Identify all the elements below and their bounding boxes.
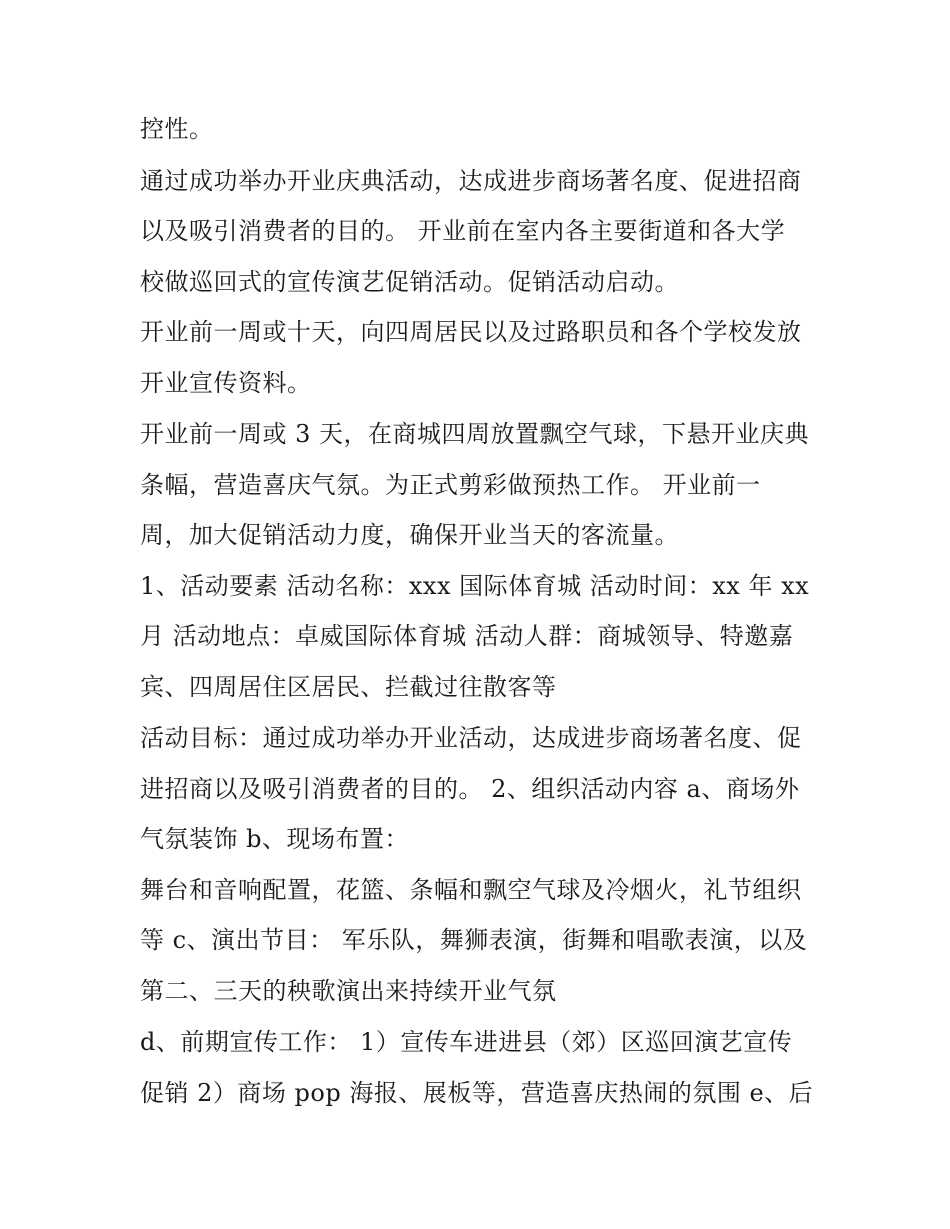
text-line: 以及吸引消费者的目的。 开业前在室内各主要街道和各大学	[140, 217, 786, 245]
text-line: 宾、四周居住区居民、拦截过往散客等	[140, 673, 557, 701]
text-line: 开业前一周或 3 天，在商城四周放置飘空气球，下悬开业庆典	[140, 420, 810, 448]
text-line: 1、活动要素 活动名称：xxx 国际体育城 活动时间：xx 年 xx	[140, 572, 810, 600]
text-line: 条幅，营造喜庆气氛。为正式剪彩做预热工作。 开业前一	[140, 471, 761, 499]
text-line: 第二、三天的秧歌演出来持续开业气氛	[140, 977, 557, 1005]
text-line: 促销 2）商场 pop 海报、展板等，营造喜庆热闹的氛围 e、后	[140, 1079, 814, 1107]
text-line: 开业前一周或十天，向四周居民以及过路职员和各个学校发放	[140, 318, 802, 346]
text-line: 校做巡回式的宣传演艺促销活动。促销活动启动。	[140, 268, 679, 296]
text-line: 周，加大促销活动力度，确保开业当天的客流量。	[140, 521, 679, 549]
text-line: 控性。	[140, 115, 214, 143]
text-line: d、前期宣传工作： 1）宣传车进进县（郊）区巡回演艺宣传	[140, 1028, 793, 1056]
text-line: 舞台和音响配置，花篮、条幅和飘空气球及冷烟火，礼节组织	[140, 876, 802, 904]
text-line: 开业宣传资料。	[140, 369, 312, 397]
text-line: 进招商以及吸引消费者的目的。 2、组织活动内容 a、商场外	[140, 775, 800, 803]
text-line: 等 c、演出节目： 军乐队，舞狮表演，街舞和唱歌表演，以及	[140, 926, 808, 954]
text-line: 月 活动地点：卓威国际体育城 活动人群：商城领导、特邀嘉	[140, 622, 794, 650]
text-line: 气氛装饰 b、现场布置：	[140, 825, 409, 853]
text-line: 通过成功举办开业庆典活动，达成进步商场著名度、促进招商	[140, 167, 802, 195]
text-line: 活动目标：通过成功举办开业活动，达成进步商场著名度、促	[140, 724, 802, 752]
